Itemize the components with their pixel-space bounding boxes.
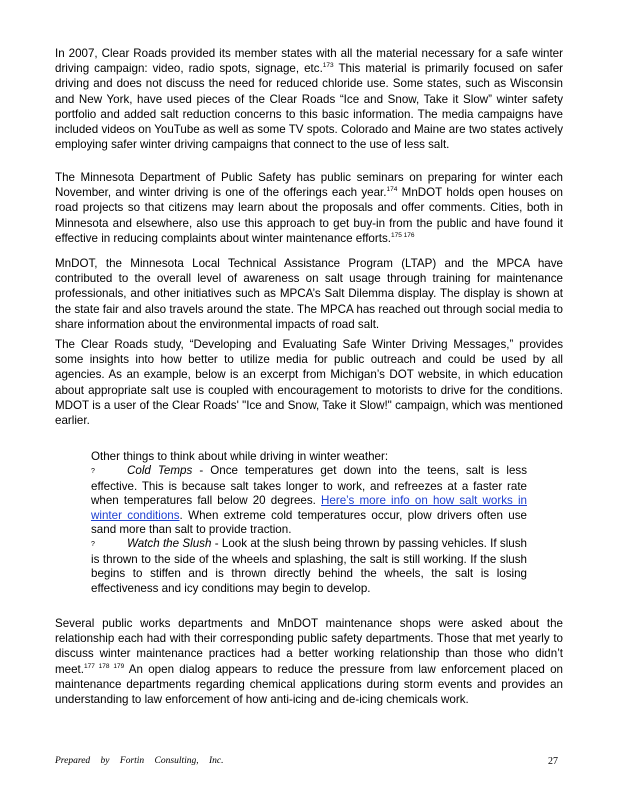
paragraph-public-safety-seminars — [55, 170, 563, 246]
page-footer — [55, 756, 563, 766]
footnote-ref[interactable]: 174 — [386, 186, 398, 194]
bullet-lead: Cold Temps — [127, 464, 193, 478]
paragraph-text: An open dialog appears to reduce the pressure from law enforcement placed on maintenance departments regarding chemical applications during storm events and provides an understanding to law enforcement of how anti-icing and de-icing chemicals work. — [55, 662, 563, 707]
paragraph-public-works-relationship — [55, 616, 563, 707]
footnote-ref[interactable]: 175 176 — [390, 231, 415, 239]
paragraph-text: This material is primarily focused on safer driving and does not discuss the need for reduced chloride use. Some states, such as Wisconsin and New York, have used pieces of the Clear Roads “Ice and Snow, Take it Slow” winter safety portfolio and added salt reduction concerns to this basic information. The media campaigns have included videos on YouTube as well as some TV spots. Colorado and Maine are two states actively employing safer winter driving campaigns that connect to the use of less salt. — [55, 62, 563, 152]
mdot-excerpt — [91, 450, 527, 596]
paragraph-text: Several public works departments and MnDOT maintenance shops were asked about the relationship each had with their corresponding public safety departments. Those that met yearly to discuss winter maintenance practices had a better working relationship than those who didn’t meet. — [55, 617, 563, 676]
paragraph-text: The Minnesota Department of Public Safety has public seminars on preparing for winter each November, and winter driving is one of the offerings each year. — [55, 171, 563, 200]
excerpt-bullet-cold-temps — [91, 464, 527, 537]
paragraph-clear-roads-study: The Clear Roads study, “Developing and Evaluating Safe Winter Driving Messages,” provides some insights into how better to utilize media for public outreach and could be used by all agencies. As an example, below is an excerpt from Michigan’s DOT website, in which education about appropriate salt use is coupled with encouragement to motorists to drive for the conditions. MDOT is a user of the Clear Roads' "Ice and Snow, Take it Slow!" campaign, which was mentioned earlier. — [55, 338, 563, 428]
bullet-lead: Watch the Slush — [127, 537, 212, 551]
paragraph-text: MnDOT holds open houses on road projects so that citizens may learn about the proposals and offer comments. Cities, both in Minnesota and elsewhere, also use this approach to get buy-in from the public and have found it effective in reducing complaints about winter maintenance efforts. — [55, 186, 564, 245]
prepared-by: Prepared by Fortin Consulting, Inc. — [55, 756, 224, 766]
bullet-text: - Look at the slush being thrown by passing vehicles. If slush is thrown to the side of the wheels and splashing, the salt is still working. If the slush begins to stiffen and is thrown directly behind the wheels, the salt is losing effectiveness and icy conditions may begin to develop. — [91, 537, 527, 595]
footnote-ref[interactable]: 177 178 179 — [84, 662, 125, 670]
excerpt-bullet-watch-slush — [91, 537, 527, 596]
paragraph-clear-roads-campaign — [55, 46, 563, 152]
page-number: 27 — [548, 756, 558, 767]
footnote-ref[interactable]: 173 — [322, 62, 334, 70]
bullet-text: - Once temperatures get down into the teens, salt is less effective. This is because salt takes longer to work, and refreezes at a faster rate when temperatures fall below 20 degrees. — [91, 464, 527, 508]
paragraph-text: In 2007, Clear Roads provided its member states with all the material necessary for a safe winter driving campaign: video, radio spots, signage, etc. — [55, 47, 563, 76]
bullet-text: . When extreme cold temperatures occur, plow drivers often use sand more than salt to provide traction. — [91, 508, 528, 537]
salt-info-link[interactable]: Here’s more info on how salt works in winter conditions — [91, 494, 527, 522]
paragraph-ltap-mpca: MnDOT, the Minnesota Local Technical Assistance Program (LTAP) and the MPCA have contributed to the overall level of awareness on salt usage through training for maintenance professionals, and other initiatives such as MPCA’s Salt Dilemma display. The display is shown at the state fair and also travels around the state. The MPCA has reached out through social media to share information about the environmental impacts of road salt. — [55, 257, 563, 331]
bullet-glyph-icon: ? — [91, 541, 95, 549]
bullet-glyph-icon: ? — [91, 468, 95, 476]
excerpt-intro: Other things to think about while driving in winter weather: — [91, 450, 389, 463]
